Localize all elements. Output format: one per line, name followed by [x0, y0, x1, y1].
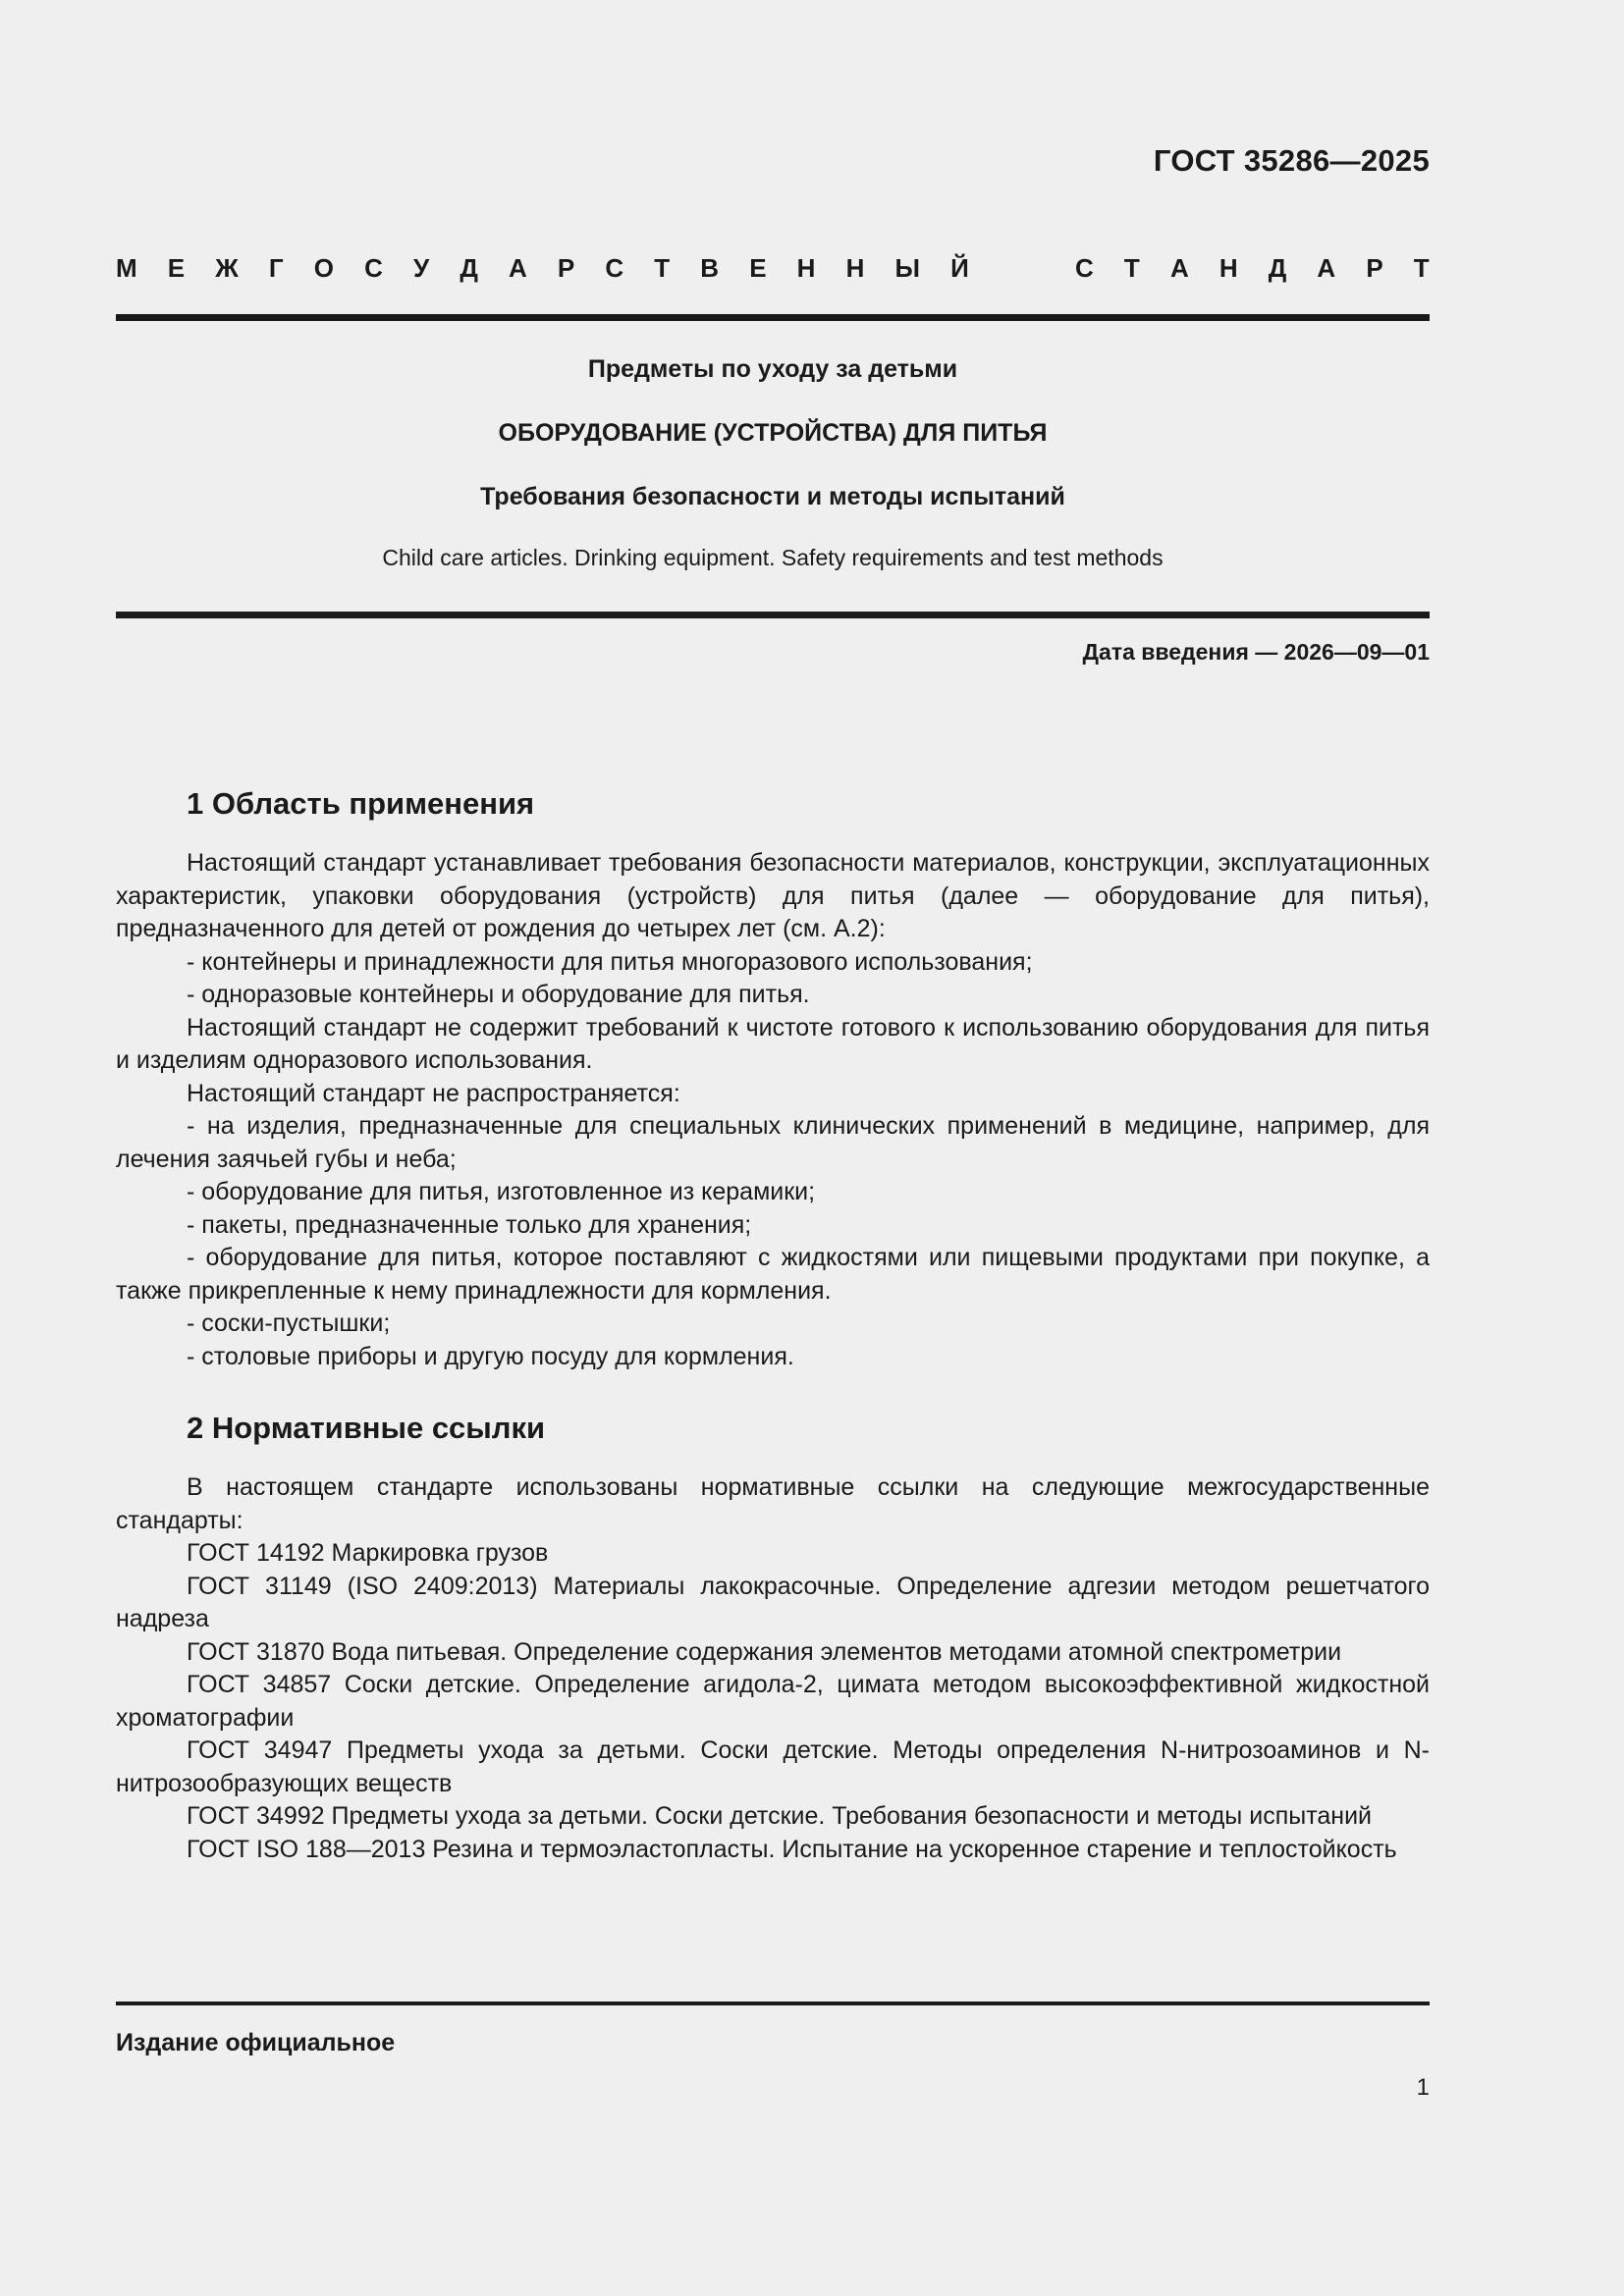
list-item: - соски-пустышки; [187, 1309, 391, 1337]
title-line-3: Требования безопасности и методы испытаний [480, 483, 1065, 510]
list-item: - оборудование для питья, изготовленное из керамики; [187, 1178, 816, 1205]
heading-letter: М [116, 253, 137, 283]
heading-letter: А [1169, 253, 1189, 283]
document-code: ГОСТ 35286—2025 [1153, 143, 1430, 178]
heading-letter: Г [268, 253, 284, 283]
list-item: - контейнеры и принадлежности для питья многоразового использования; [187, 947, 1033, 976]
paragraph: В настоящем стандарте использованы нормативные ссылки на следующие межгосударственные стандарты: [116, 1473, 1430, 1534]
footer-divider [116, 2002, 1430, 2005]
heading-letter: А [509, 253, 527, 283]
official-edition-label: Издание официальное [116, 2029, 396, 2056]
section-1-title: 1 Область применения [187, 786, 535, 821]
english-title: Child care articles. Drinking equipment. Safety requirements and test methods [382, 545, 1164, 570]
page-number: 1 [1416, 2074, 1430, 2101]
heading-letter: Р [557, 253, 575, 283]
reference-item: ГОСТ 31870 Вода питьевая. Определение содержания элементов методами атомной спектрометрии [187, 1637, 1342, 1666]
reference-item: ГОСТ ISO 188—2013 Резина и термоэластопласты. Испытание на ускоренное старение и теплостойкость [187, 1835, 1397, 1863]
reference-item: ГОСТ 31149 (ISO 2409:2013) Материалы лакокрасочные. Определение адгезии методом решетчатого надреза [116, 1572, 1430, 1632]
word-gap [1000, 253, 1045, 284]
title-line-2: ОБОРУДОВАНИЕ (УСТРОЙСТВА) ДЛЯ ПИТЬЯ [498, 419, 1048, 447]
introduction-date: Дата введения — 2026—09—01 [1082, 639, 1430, 665]
heading-letter: У [413, 253, 430, 283]
heading-letter: Д [1268, 253, 1287, 283]
reference-item: ГОСТ 34992 Предметы ухода за детьми. Соски детские. Требования безопасности и методы испытаний [187, 1802, 1373, 1830]
section-2-title: 2 Нормативные ссылки [187, 1411, 546, 1445]
reference-item: ГОСТ 34947 Предметы ухода за детьми. Соски детские. Методы определения N-нитрозоаминов и N-нитрозообразующих веществ [116, 1736, 1430, 1797]
list-item: - на изделия, предназначенные для специальных клинических применений в медицине, например, для лечения заячьей губы и неба; [116, 1112, 1430, 1173]
section-1-body [116, 847, 1430, 1373]
interstate-standard-heading [116, 253, 1430, 284]
heading-letter: Й [950, 253, 969, 283]
heading-letter: Ж [215, 253, 239, 283]
heading-letter: С [605, 253, 624, 283]
list-item: - одноразовые контейнеры и оборудование для питья. [187, 981, 810, 1008]
section-2-body [116, 1471, 1430, 1866]
heading-letter: Н [796, 253, 816, 283]
heading-letter: Н [845, 253, 865, 283]
paragraph: Настоящий стандарт не распространяется: [187, 1079, 680, 1107]
list-item: - столовые приборы и другую посуду для кормления. [187, 1342, 794, 1370]
list-item: - оборудование для питья, которое поставляют с жидкостями или пищевыми продуктами при покупке, а также прикрепленные к нему принадлежности для кормления. [116, 1244, 1430, 1305]
paragraph: Настоящий стандарт не содержит требований к чистоте готового к использованию оборудования для питья и изделиям одноразового использования. [116, 1013, 1430, 1074]
heading-letter: Е [749, 253, 767, 283]
heading-letter: А [1317, 253, 1336, 283]
document-page [116, 0, 1430, 2296]
heading-letter: В [700, 253, 720, 283]
heading-letter: Д [460, 253, 478, 283]
title-line-1: Предметы по уходу за детьми [587, 355, 958, 383]
list-item: - пакеты, предназначенные только для хранения; [187, 1210, 752, 1239]
heading-letter: Р [1366, 253, 1383, 283]
heading-letter: С [364, 253, 383, 283]
reference-item: ГОСТ 34857 Соски детские. Определение агидола-2, цимата методом высокоэффективной жидкостной хроматографии [116, 1671, 1430, 1732]
heading-letter: Ы [894, 253, 920, 283]
heading-letter: С [1075, 253, 1094, 283]
heading-letter: О [313, 253, 334, 283]
title-bottom-divider [116, 612, 1430, 618]
top-divider [116, 314, 1430, 321]
paragraph: Настоящий стандарт устанавливает требования безопасности материалов, конструкции, эксплуатационных характеристик, упаковки оборудования (устройств) для питья (далее — оборудование для питья), предназначенного для детей от рождения до четырех лет (см. А.2): [116, 849, 1430, 942]
heading-letter: Т [1413, 253, 1430, 283]
heading-letter: Т [1123, 253, 1140, 283]
heading-letter: Н [1218, 253, 1238, 283]
reference-item: ГОСТ 14192 Маркировка грузов [187, 1539, 549, 1567]
heading-letter: Е [167, 253, 186, 283]
heading-letter: Т [654, 253, 671, 283]
